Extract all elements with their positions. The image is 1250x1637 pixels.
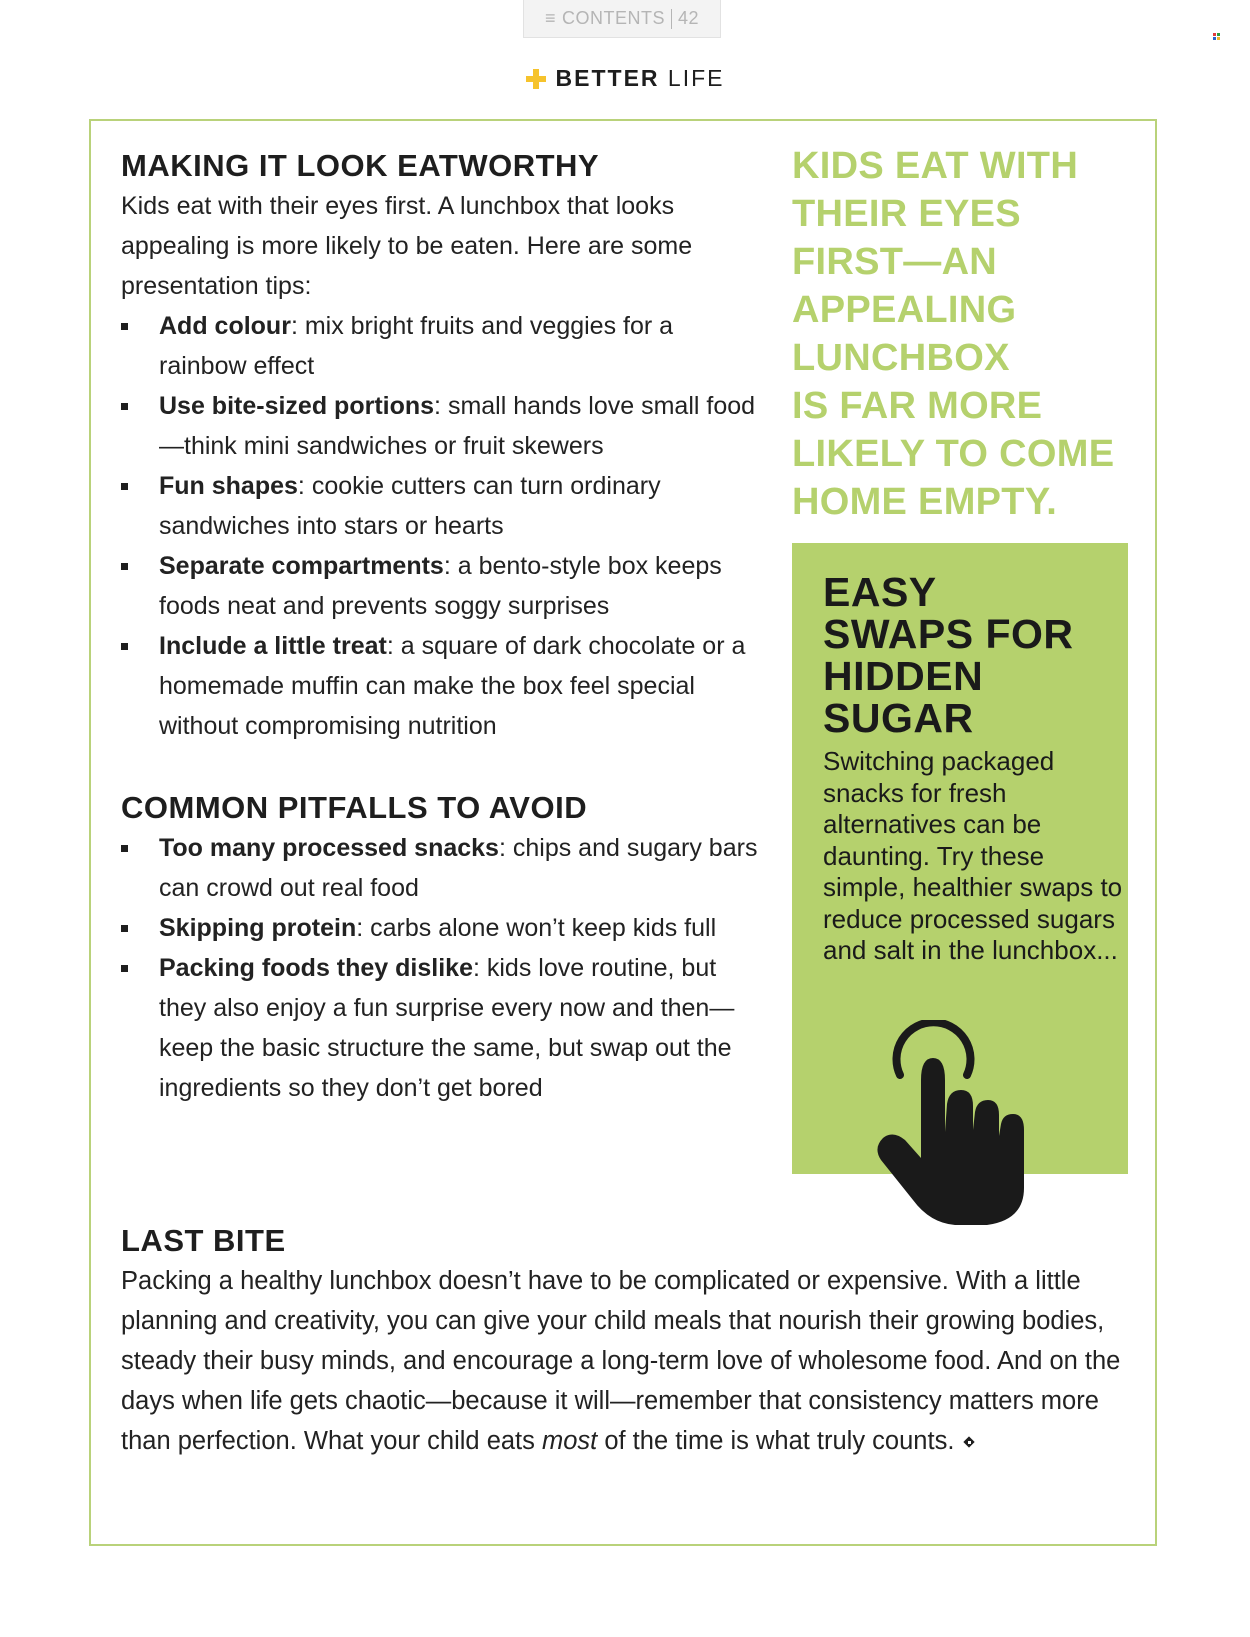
bullet	[121, 845, 128, 852]
pull-quote-line: FIRST—AN	[792, 241, 998, 283]
list-item: Packing foods they dislike: kids love routine, but they also enjoy a fun surprise every now and then—keep the basic structure the same, but swap out the ingredients so they don’t get bored	[121, 948, 761, 1108]
intro-paragraph: Kids eat with their eyes first. A lunchbox that looks appealing is more likely to be eaten. Here are some presentation tips:	[121, 192, 693, 300]
pull-quote-line: APPEALING	[792, 289, 1017, 331]
cross-icon	[526, 69, 546, 89]
bullet	[121, 925, 128, 932]
page-number: 42	[677, 8, 700, 28]
heading-pitfalls: COMMON PITFALLS TO AVOID	[121, 790, 588, 825]
callout-title: EASY SWAPS FOR HIDDEN SUGAR	[823, 569, 1074, 741]
pull-quote-line: HOME EMPTY.	[792, 481, 1058, 523]
pull-quote-line: KIDS EAT WITH	[792, 145, 1079, 187]
pull-quote-line: THEIR EYES	[792, 193, 1021, 235]
pull-quote-line: LIKELY TO COME	[792, 433, 1115, 475]
list-item: Too many processed snacks: chips and sugary bars can crowd out real food	[121, 828, 761, 908]
menu-icon: ≡	[544, 8, 556, 28]
list-item: Separate compartments: a bento-style box keeps foods neat and prevents soggy surprises	[121, 546, 761, 626]
callout-text: Switching packaged snacks for fresh alternatives can be daunting. Try these simple, healthier swaps to reduce processed sugars and salt in the lunchbox...	[823, 746, 1123, 965]
heading-eatworthy: MAKING IT LOOK EATWORTHY	[121, 148, 600, 183]
list-item: Include a little treat: a square of dark chocolate or a homemade muffin can make the box feel special without compromising nutrition	[121, 626, 761, 746]
list-item: Use bite-sized portions: small hands love small food—think mini sandwiches or fruit skewers	[121, 386, 761, 466]
pull-quote	[792, 142, 1142, 526]
pitfalls-list	[121, 828, 761, 1108]
section-header	[0, 65, 1250, 92]
contents-tab[interactable]	[523, 0, 721, 38]
bullet	[121, 403, 128, 410]
bullet	[121, 643, 128, 650]
bullet	[121, 323, 128, 330]
last-bite-section	[121, 1221, 1131, 1461]
main-column	[121, 146, 761, 1108]
list-item: Skipping protein: carbs alone won’t keep kids full	[121, 908, 761, 948]
tab-divider	[671, 9, 672, 29]
hand-tap-icon[interactable]	[875, 1020, 1055, 1225]
corner-mark	[1213, 33, 1220, 40]
bullet	[121, 563, 128, 570]
bullet	[121, 483, 128, 490]
tips-list	[121, 306, 761, 746]
contents-label: CONTENTS	[561, 8, 665, 28]
list-item: Fun shapes: cookie cutters can turn ordinary sandwiches into stars or hearts	[121, 466, 761, 546]
heading-last-bite: LAST BITE	[121, 1223, 286, 1258]
pull-quote-line: IS FAR MORE	[792, 385, 1043, 427]
list-item: Add colour: mix bright fruits and veggies for a rainbow effect	[121, 306, 761, 386]
bullet	[121, 965, 128, 972]
end-mark-icon	[962, 1435, 976, 1449]
section-title: BETTER LIFE	[555, 65, 725, 91]
last-bite-paragraph: Packing a healthy lunchbox doesn’t have to be complicated or expensive. With a little planning and creativity, you can give your child meals that nourish their growing bodies, steady their busy minds, and encourage a long-term love of wholesome food. And on the days when life gets chaotic—because it will—remember that consistency matters more than perfection. What your child eats most of the time is what truly counts.	[121, 1267, 1121, 1455]
pull-quote-line: LUNCHBOX	[792, 337, 1010, 379]
